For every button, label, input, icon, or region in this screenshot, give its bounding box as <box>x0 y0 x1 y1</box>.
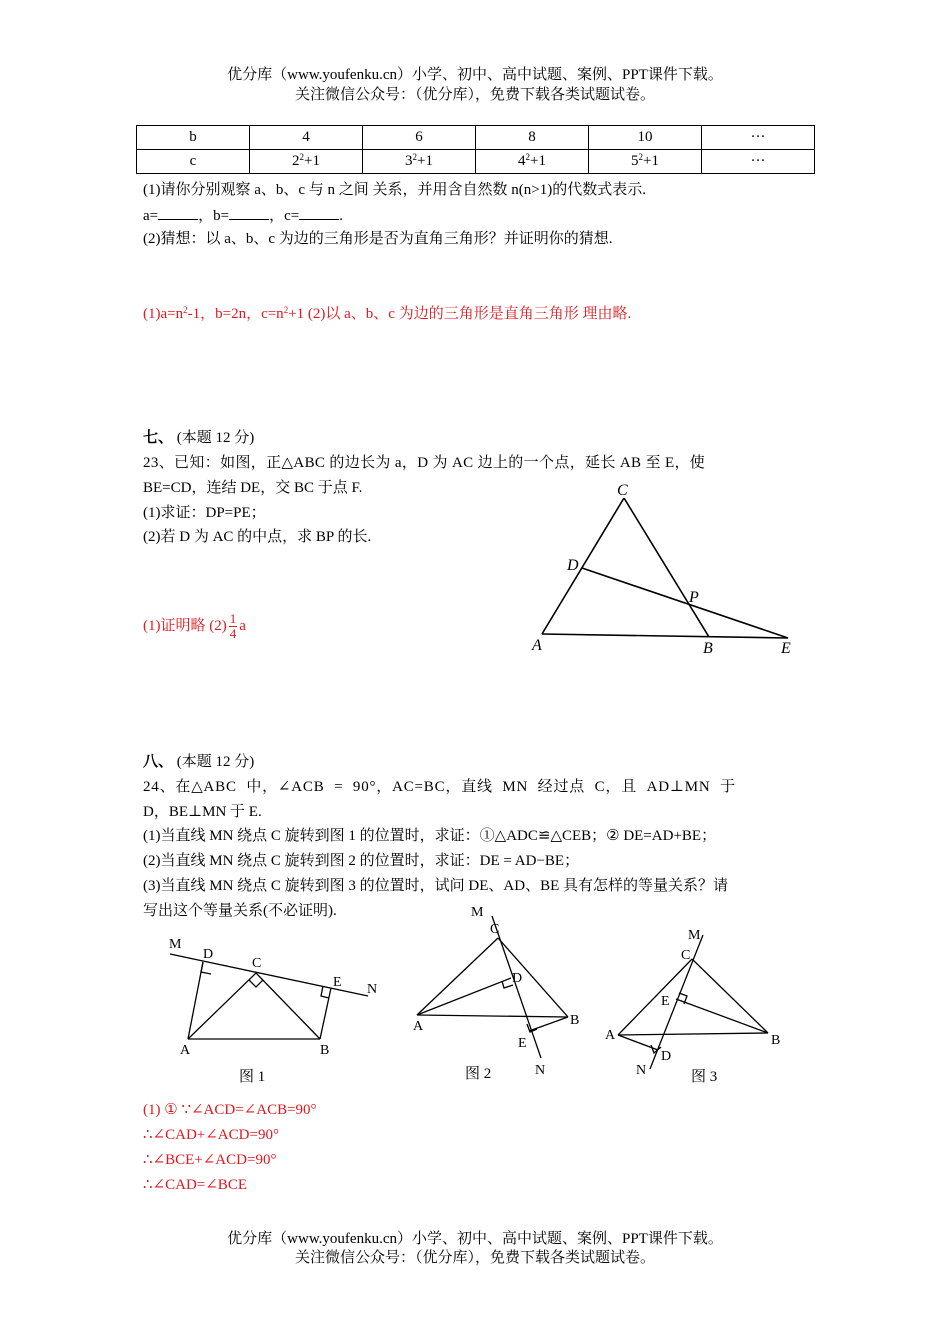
right-angle-d <box>201 962 211 974</box>
q24-answer-line-4: ∴∠CAD=∠BCE <box>143 1177 247 1193</box>
segment-ac <box>188 973 256 1039</box>
segment-cb <box>498 938 568 1017</box>
label-p: P <box>689 589 699 606</box>
label-a: A <box>605 1028 616 1043</box>
label-e: E <box>518 1036 527 1051</box>
label-c: C <box>252 956 262 971</box>
label-n: N <box>636 1063 647 1078</box>
segment-cb <box>624 498 709 637</box>
q24-figure-1 <box>160 930 390 1060</box>
footer-line-1: 优分库（www.youfenku.cn）小学、初中、高中试题、案例、PPT课件下载。 <box>227 1231 723 1247</box>
label-m: M <box>471 905 484 920</box>
segment-de <box>582 568 788 638</box>
label-e: E <box>781 640 791 657</box>
q24-part2: (2)当直线 MN 绕点 C 旋转到图 2 的位置时，求证：DE = AD−BE； <box>143 853 580 869</box>
table-cell: b <box>137 126 250 150</box>
table-cell: $4^2+1$ <box>476 150 589 174</box>
figure-1-caption: 图 1 <box>239 1069 266 1085</box>
segment-ab <box>618 1033 768 1035</box>
q24-part4: 写出这个等量关系(不必证明). <box>143 903 337 919</box>
segment-cb <box>256 973 320 1039</box>
label-a: A <box>532 637 542 654</box>
label-e: E <box>333 975 342 990</box>
q23-answer: (1)证明略 (2) $\frac{1}{4}$ a <box>143 611 246 641</box>
table-cell: $5^2+1$ <box>589 150 702 174</box>
q22-part2: (2)猜想：以 a、b、c 为边的三角形是否为直角三角形？并证明你的猜想. <box>143 231 613 247</box>
figure-3-caption: 图 3 <box>691 1069 718 1085</box>
q22-answer: $(1)a=n^2-1$，b=2n，$c=n^2+1$ (2)以 a、b、c 为边的三角形是直角三角形 理由略. <box>143 305 632 322</box>
table-cell: 6 <box>363 126 476 150</box>
label-c: C <box>490 922 500 937</box>
q24-figure-2 <box>410 900 590 1080</box>
line-mn <box>492 916 541 1058</box>
segment-ad <box>417 978 511 1015</box>
q22-part1: (1)请你分别观察 a、b、c 与 n 之间 关系，并用含自然数 n(n>1)的代数式表示. <box>143 182 647 198</box>
q24-answer-line-1: (1) ① ∵∠ACD=∠ACB=90° <box>143 1102 317 1118</box>
label-b: B <box>320 1043 330 1058</box>
label-c: C <box>681 948 691 963</box>
segment-ca <box>618 959 692 1035</box>
q24-stem-2: D，BE⊥MN 于 E. <box>143 804 262 820</box>
q24-part1: (1)当直线 MN 绕点 C 旋转到图 1 的位置时，求证：①△ADC≌△CEB；② DE=AD+BE； <box>143 828 717 844</box>
q24-figure-3 <box>600 925 800 1085</box>
label-m: M <box>169 937 182 952</box>
q23-stem-2: BE=CD，连结 DE，交 BC 于点 F. <box>143 480 363 496</box>
label-c: C <box>617 482 628 499</box>
q22-blanks: a= ，b= ，c= . <box>143 205 343 226</box>
table-row-b <box>137 126 815 150</box>
table-cell: ··· <box>702 126 815 150</box>
label-n: N <box>535 1063 546 1078</box>
label-a: A <box>413 1019 424 1034</box>
segment-ab <box>417 1015 568 1017</box>
table-cell: 4 <box>250 126 363 150</box>
right-angle-c <box>249 980 263 987</box>
label-m: M <box>688 928 701 943</box>
table-cell: $3^2+1$ <box>363 150 476 174</box>
table-cell: c <box>137 150 250 174</box>
segment-ca <box>417 938 498 1015</box>
header-line-1: 优分库（www.youfenku.cn）小学、初中、高中试题、案例、PPT课件下载。 <box>227 67 723 83</box>
figure-2-caption: 图 2 <box>465 1066 492 1082</box>
q24-part3: (3)当直线 MN 绕点 C 旋转到图 3 的位置时，试问 DE、AD、BE 具有怎样的等量关系？请 <box>143 878 728 894</box>
label-d: D <box>512 971 523 986</box>
q24-answer-line-3: ∴∠BCE+∠ACD=90° <box>143 1152 277 1168</box>
table-row-c <box>137 150 815 174</box>
label-d: D <box>203 947 214 962</box>
q24-stem: 24、在△ABC 中，∠ACB = 90°，AC=BC，直线 MN 经过点 C，且 AD⊥MN 于 <box>143 779 736 795</box>
segment-be <box>529 1017 568 1031</box>
label-b: B <box>570 1013 580 1028</box>
footer-line-2: 关注微信公众号：（优分库），免费下载各类试题试卷。 <box>294 1250 655 1266</box>
q23-part2: (2)若 D 为 AC 的中点，求 BP 的长. <box>143 529 372 545</box>
table-cell: ··· <box>702 150 815 174</box>
header-line-2: 关注微信公众号：（优分库），免费下载各类试题试卷。 <box>294 87 655 103</box>
label-d: D <box>661 1049 672 1064</box>
q23-stem: 23、已知：如图，正△ABC 的边长为 a，D 为 AC 边上的一个点，延长 AB 至 E，使 <box>143 455 706 471</box>
label-e: E <box>661 994 670 1009</box>
segment-cb <box>692 959 768 1033</box>
table-cell: 10 <box>589 126 702 150</box>
q24-answer-line-2: ∴∠CAD+∠ACD=90° <box>143 1127 279 1143</box>
q23-triangle-figure <box>525 478 800 658</box>
table-cell: $2^2+1$ <box>250 150 363 174</box>
section-7-heading: 七、 (本题 12 分) <box>143 430 255 446</box>
segment-ae <box>542 634 788 638</box>
table-cell: 8 <box>476 126 589 150</box>
section-8-heading: 八、 (本题 12 分) <box>143 754 255 770</box>
label-d: D <box>567 557 579 574</box>
label-b: B <box>703 640 713 657</box>
label-a: A <box>180 1043 191 1058</box>
segment-be <box>676 999 768 1033</box>
q23-part1: (1)求证：DP=PE； <box>143 505 266 521</box>
pattern-table <box>136 125 815 174</box>
label-n: N <box>367 982 378 997</box>
label-b: B <box>771 1033 781 1048</box>
segment-ca <box>542 498 624 634</box>
